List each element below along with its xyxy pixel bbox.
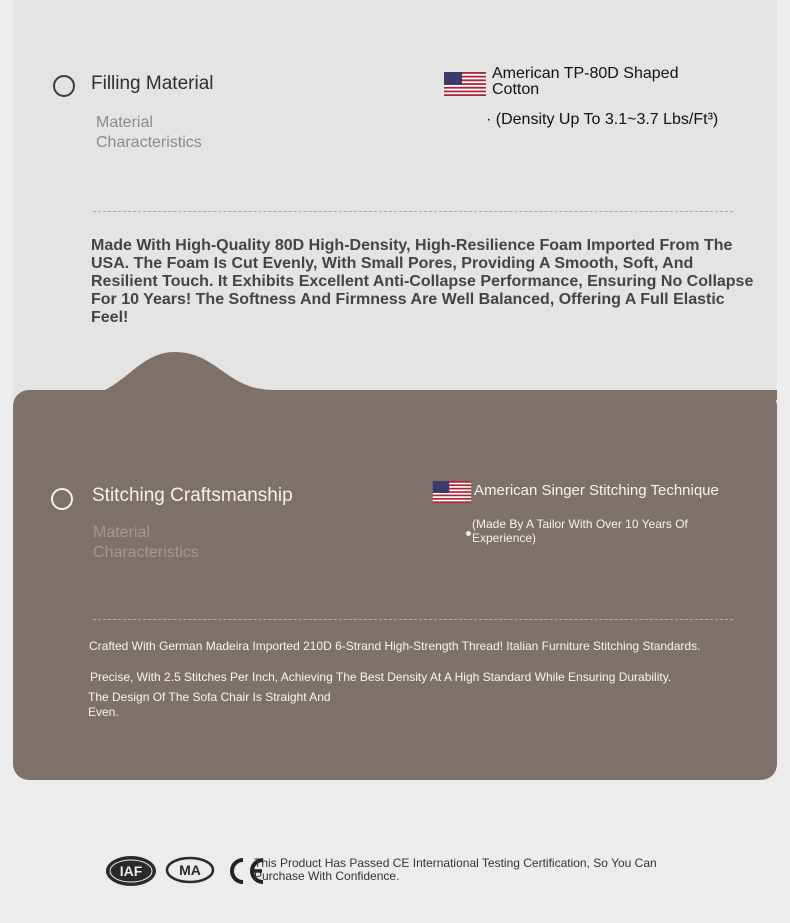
filling-divider [93, 211, 733, 212]
stitching-divider [93, 619, 733, 620]
filling-subheading: Material Characteristics [96, 114, 202, 151]
stitching-section [13, 390, 777, 780]
filling-heading: Filling Material [91, 73, 214, 94]
filling-origin-name: American TP-80D Shaped Cotton [492, 65, 679, 98]
stitching-para-2: Precise, With 2.5 Stitches Per Inch, Achieving The Best Density At A High Standard While Ensuring Durability. [90, 670, 672, 684]
bullet-dot-icon [466, 531, 471, 536]
filling-radio-icon [53, 75, 75, 97]
us-flag-icon [432, 481, 472, 503]
stitching-subheading: Material Characteristics [93, 524, 199, 561]
iaf-logo-icon [105, 855, 157, 887]
stitching-para-3: The Design Of The Sofa Chair Is Straight And Even. [88, 690, 331, 719]
stitching-radio-icon [51, 488, 73, 510]
stitching-para-1: Crafted With German Madeira Imported 210D 6-Strand High-Strength Thread! Italian Furniture Stitching Standards. [89, 639, 701, 653]
certification-text: This Product Has Passed CE International Testing Certification, So You Can Purchase With Confidence. [254, 856, 657, 883]
stitching-origin-note: (Made By A Tailor With Over 10 Years Of Experience) [472, 517, 688, 545]
stitching-origin-name: American Singer Stitching Technique [474, 482, 719, 499]
svg-text:MA: MA [179, 862, 201, 878]
filling-density: · (Density Up To 3.1~3.7 Lbs/Ft³) [486, 111, 719, 128]
us-flag-icon [444, 72, 486, 96]
filling-description: Made With High-Quality 80D High-Density, High-Resilience Foam Imported From The USA. The Foam Is Cut Evenly, With Small Pores, Providing A Smooth, Soft, And Resilient Touch. It Exhibits Excellent Anti-Collapse Performance, Ensuring No Collapse For 10 Years! The Softness And Firmness Are Well Balanced, Offering A Full Elastic Feel! [91, 237, 754, 326]
stitching-heading: Stitching Craftsmanship [92, 485, 293, 506]
cma-logo-icon [165, 856, 215, 884]
svg-text:IAF: IAF [119, 863, 143, 879]
